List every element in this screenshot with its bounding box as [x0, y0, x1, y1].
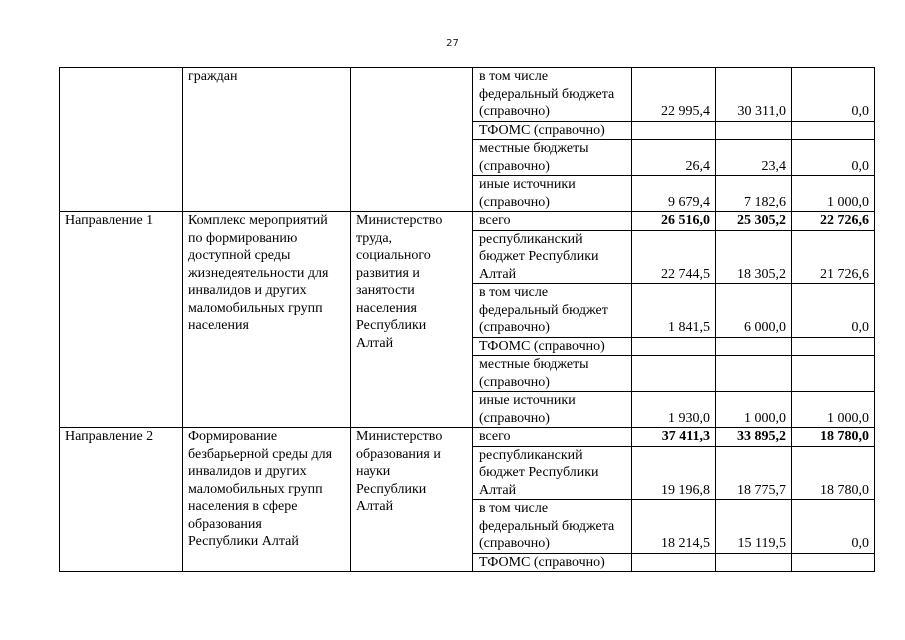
- executor-cell: Министерство труда, социального развития и занятости населения Республики Алтай: [351, 212, 473, 428]
- source-cell: ТФОМС (справочно): [473, 553, 632, 572]
- measure-name-cell: граждан: [183, 68, 351, 212]
- page-number: 27: [446, 38, 459, 49]
- source-cell: республиканский бюджет Республики Алтай: [473, 230, 632, 284]
- value-year1-cell: 22 744,5: [632, 230, 716, 284]
- source-cell: иные источники (справочно): [473, 392, 632, 428]
- funding-table: [59, 67, 875, 572]
- value-year2-cell: 23,4: [716, 140, 792, 176]
- value-year1-cell: 37 411,3: [632, 428, 716, 447]
- value-year1-cell: 18 214,5: [632, 500, 716, 554]
- value-year3-cell: 0,0: [792, 284, 875, 338]
- value-year3-cell: 0,0: [792, 140, 875, 176]
- executor-cell: [351, 68, 473, 212]
- value-year1-cell: [632, 121, 716, 140]
- table-row: [60, 428, 875, 447]
- value-year2-cell: 6 000,0: [716, 284, 792, 338]
- value-year1-cell: [632, 337, 716, 356]
- value-year2-cell: 18 305,2: [716, 230, 792, 284]
- value-year3-cell: 0,0: [792, 68, 875, 122]
- value-year3-cell: [792, 337, 875, 356]
- source-cell: местные бюджеты (справочно): [473, 356, 632, 392]
- value-year2-cell: [716, 356, 792, 392]
- source-cell: в том числе федеральный бюджета (справочно): [473, 500, 632, 554]
- source-cell: республиканский бюджет Республики Алтай: [473, 446, 632, 500]
- measure-name-cell: Комплекс мероприятий по формированию доступной среды жизнедеятельности для инвалидов и других маломобильных групп населения: [183, 212, 351, 428]
- value-year3-cell: 0,0: [792, 500, 875, 554]
- value-year3-cell: 21 726,6: [792, 230, 875, 284]
- value-year3-cell: 18 780,0: [792, 428, 875, 447]
- direction-cell: Направление 2: [60, 428, 183, 572]
- value-year1-cell: 26 516,0: [632, 212, 716, 231]
- executor-cell: Министерство образования и науки Республики Алтай: [351, 428, 473, 572]
- value-year2-cell: 1 000,0: [716, 392, 792, 428]
- value-year1-cell: 9 679,4: [632, 176, 716, 212]
- value-year3-cell: 18 780,0: [792, 446, 875, 500]
- source-cell: всего: [473, 212, 632, 231]
- value-year2-cell: [716, 553, 792, 572]
- source-cell: всего: [473, 428, 632, 447]
- direction-cell: [60, 68, 183, 212]
- source-cell: ТФОМС (справочно): [473, 121, 632, 140]
- source-cell: ТФОМС (справочно): [473, 337, 632, 356]
- source-cell: в том числе федеральный бюджет (справочно): [473, 284, 632, 338]
- value-year2-cell: [716, 337, 792, 356]
- value-year2-cell: 7 182,6: [716, 176, 792, 212]
- source-cell: в том числе федеральный бюджета (справочно): [473, 68, 632, 122]
- value-year3-cell: [792, 121, 875, 140]
- value-year3-cell: [792, 356, 875, 392]
- value-year1-cell: 26,4: [632, 140, 716, 176]
- source-cell: местные бюджеты (справочно): [473, 140, 632, 176]
- value-year1-cell: 1 841,5: [632, 284, 716, 338]
- value-year2-cell: 33 895,2: [716, 428, 792, 447]
- value-year1-cell: 19 196,8: [632, 446, 716, 500]
- table-row: [60, 68, 875, 122]
- value-year1-cell: [632, 356, 716, 392]
- value-year3-cell: [792, 553, 875, 572]
- value-year2-cell: 25 305,2: [716, 212, 792, 231]
- value-year2-cell: 15 119,5: [716, 500, 792, 554]
- table-row: [60, 212, 875, 231]
- value-year1-cell: 1 930,0: [632, 392, 716, 428]
- value-year3-cell: 22 726,6: [792, 212, 875, 231]
- value-year3-cell: 1 000,0: [792, 392, 875, 428]
- value-year2-cell: [716, 121, 792, 140]
- measure-name-cell: Формирование безбарьерной среды для инвалидов и других маломобильных групп населения в сфере образования Республики Алтай: [183, 428, 351, 572]
- value-year1-cell: [632, 553, 716, 572]
- direction-cell: Направление 1: [60, 212, 183, 428]
- value-year3-cell: 1 000,0: [792, 176, 875, 212]
- value-year2-cell: 30 311,0: [716, 68, 792, 122]
- value-year2-cell: 18 775,7: [716, 446, 792, 500]
- value-year1-cell: 22 995,4: [632, 68, 716, 122]
- source-cell: иные источники (справочно): [473, 176, 632, 212]
